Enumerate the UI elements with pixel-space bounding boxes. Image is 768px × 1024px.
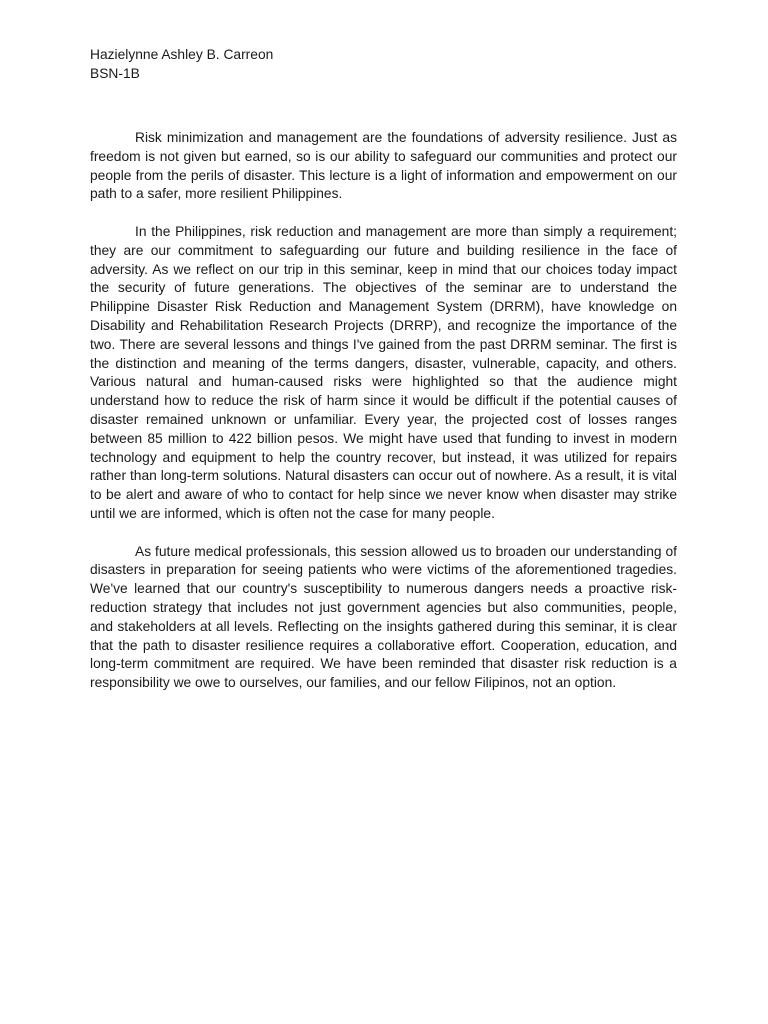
- document-body: [90, 129, 677, 712]
- document-header: [90, 45, 273, 83]
- paragraph-seminar-reflection: In the Philippines, risk reduction and management are more than simply a requirement; they are our commitment to safeguarding our future and building resilience in the face of adversity. As we reflect on our trip in this seminar, keep in mind that our choices today impact the security of future generations. The objectives of the seminar are to understand the Philippine Disaster Risk Reduction and Management System (DRRM), have knowledge on Disability and Rehabilitation Research Projects (DRRP), and recognize the importance of the two. There are several lessons and things I've gained from the past DRRM seminar. The first is the distinction and meaning of the terms dangers, disaster, vulnerable, capacity, and others. Various natural and human-caused risks were highlighted so that the audience might understand how to reduce the risk of harm since it would be difficult if the potential causes of disaster remained unknown or unfamiliar. Every year, the projected cost of losses ranges between 85 million to 422 billion pesos. We might have used that funding to invest in modern technology and equipment to help the country recover, but instead, it was utilized for repairs rather than long-term solutions. Natural disasters can occur out of nowhere. As a result, it is vital to be alert and aware of who to contact for help since we never know when disaster may strike until we are informed, which is often not the case for many people.: [90, 223, 677, 521]
- class-section: BSN-1B: [90, 66, 140, 81]
- author-name: Hazielynne Ashley B. Carreon: [90, 47, 274, 62]
- paragraph-intro: Risk minimization and management are the foundations of adversity resilience. Just as freedom is not given but earned, so is our ability to safeguard our communities and protect our people from the perils of disaster. This lecture is a light of information and empowerment on our path to a safer, more resilient Philippines.: [90, 130, 677, 202]
- paragraph-conclusion: As future medical professionals, this session allowed us to broaden our understanding of disasters in preparation for seeing patients who were victims of the aforementioned tragedies. We've learned that our country's susceptibility to numerous dangers needs a proactive risk-reduction strategy that includes not just government agencies but also communities, people, and stakeholders at all levels. Reflecting on the insights gathered during this seminar, it is clear that the path to disaster resilience requires a collaborative effort. Cooperation, education, and long-term commitment are required. We have been reminded that disaster risk reduction is a responsibility we owe to ourselves, our families, and our fellow Filipinos, not an option.: [90, 543, 677, 691]
